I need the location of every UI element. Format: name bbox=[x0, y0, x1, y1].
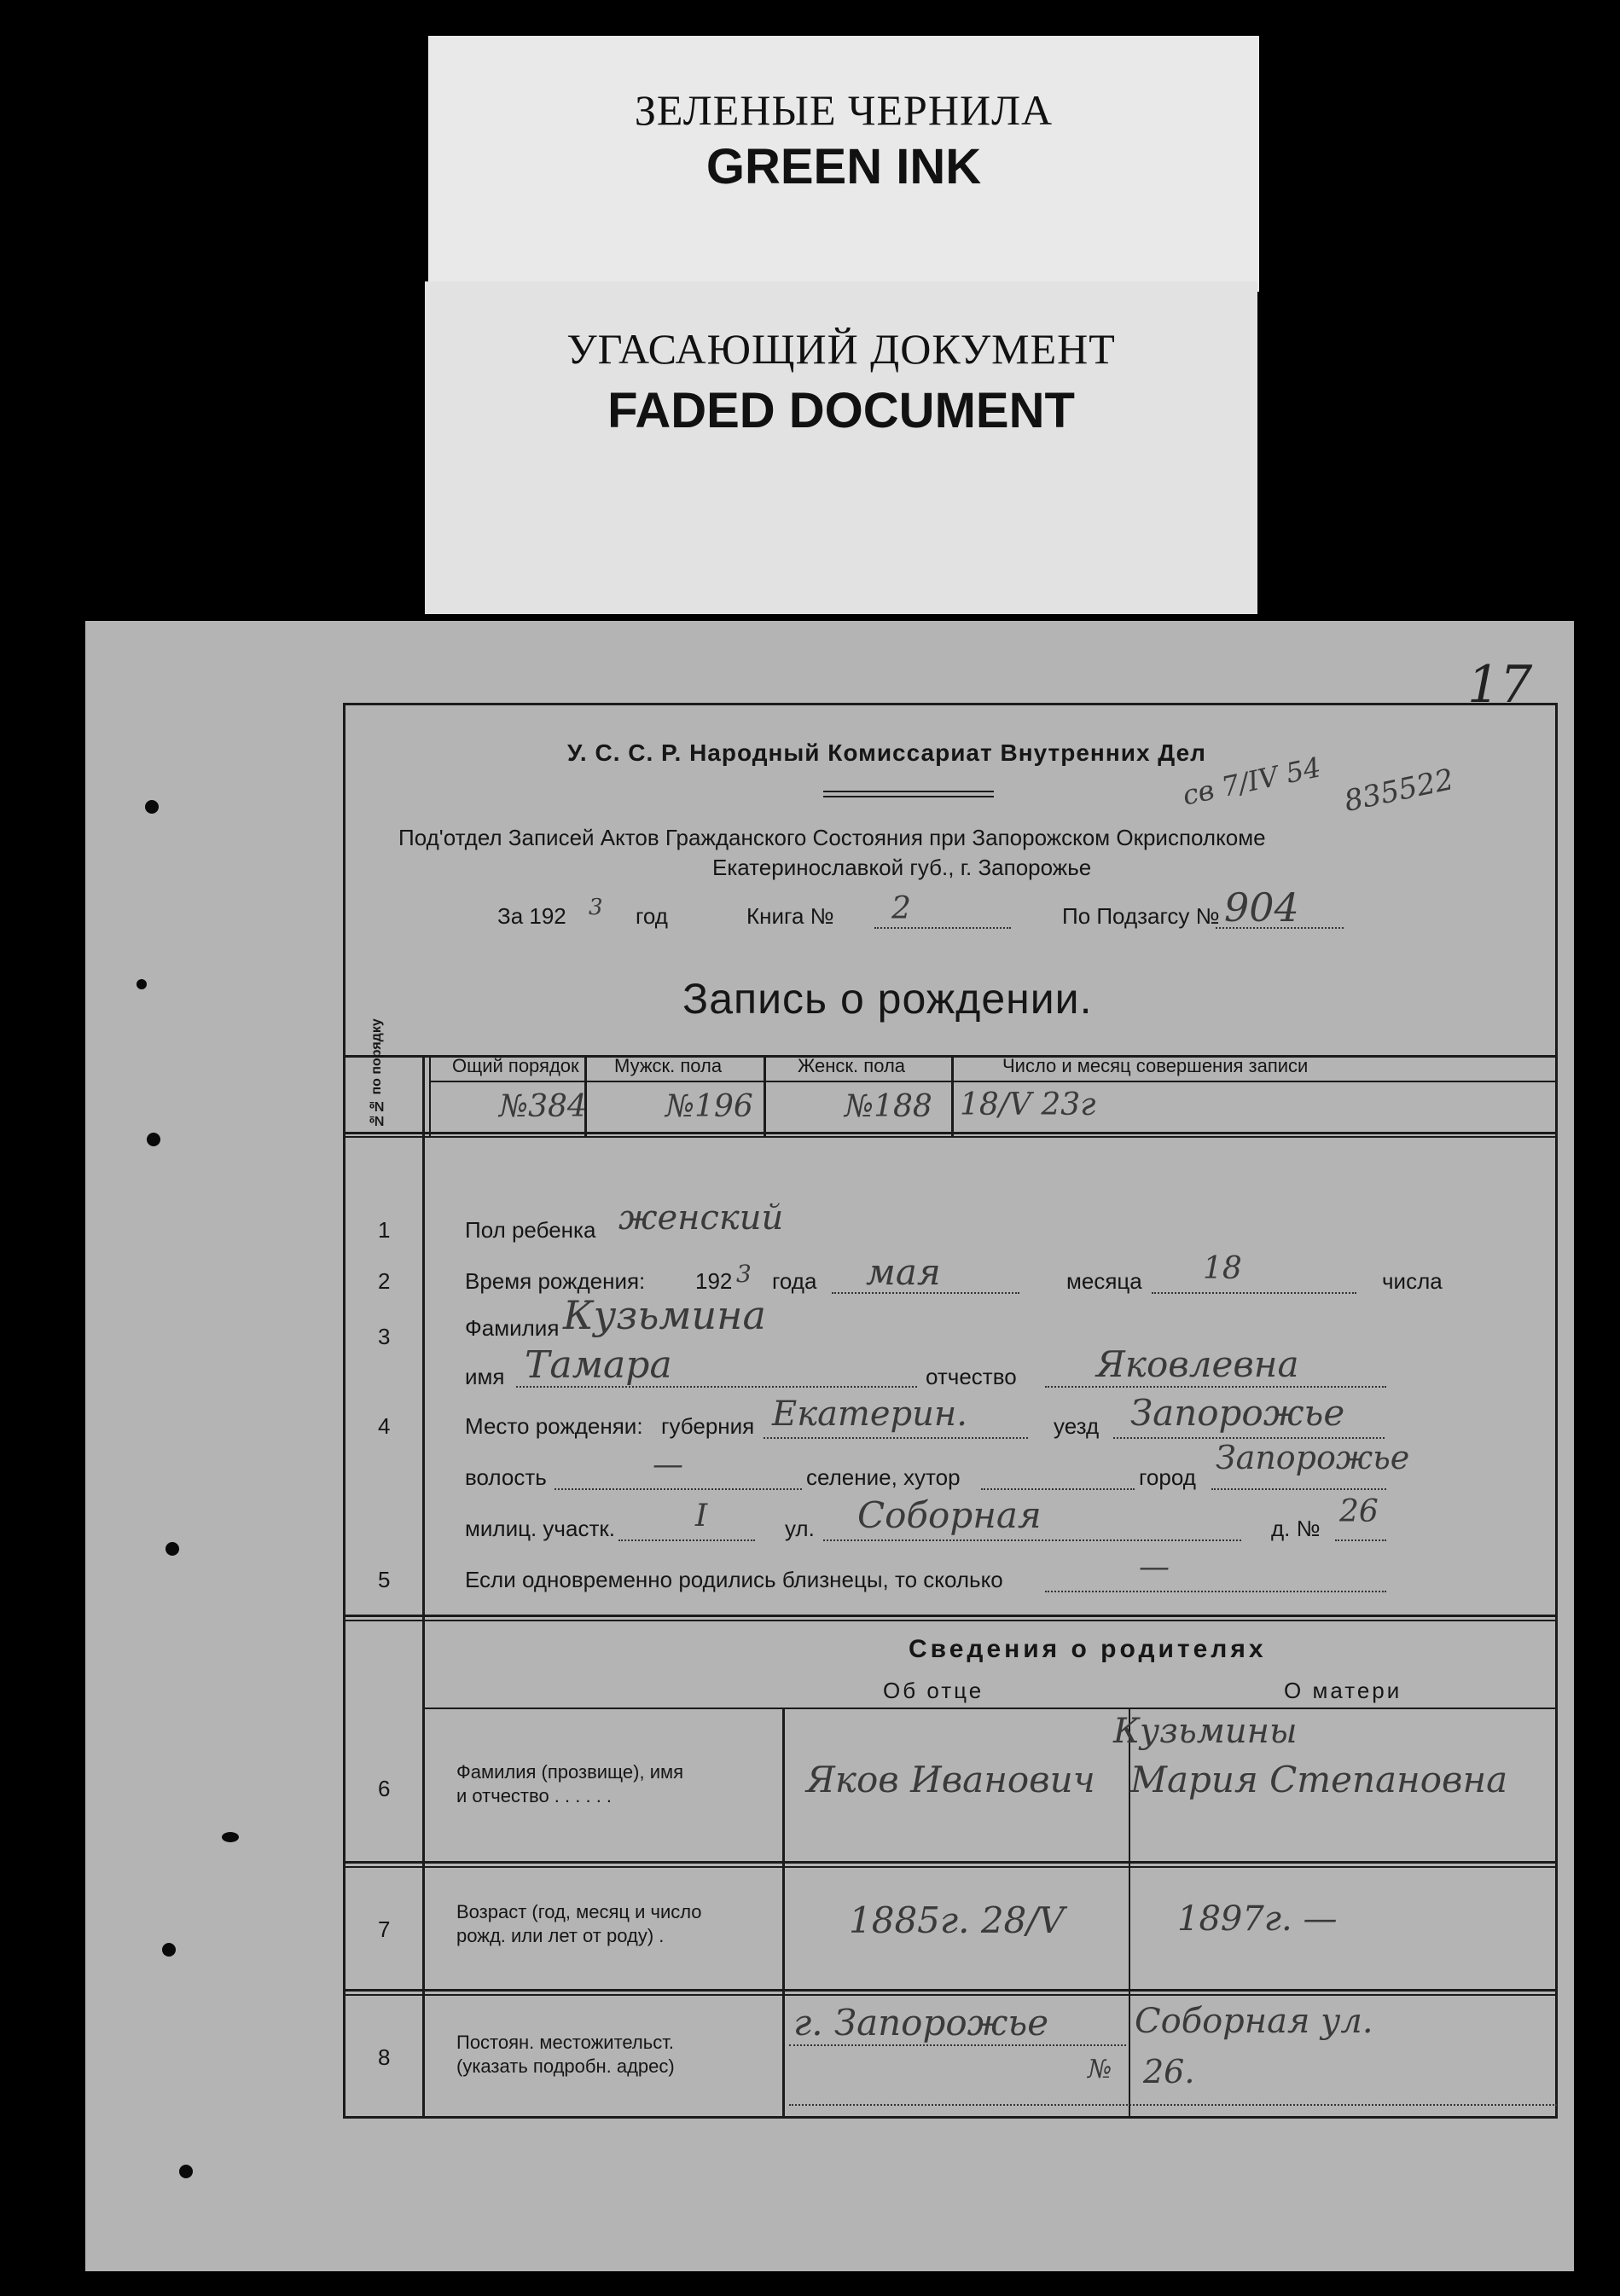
house-value: 26 bbox=[1339, 1494, 1379, 1529]
punch-hole bbox=[147, 1133, 160, 1146]
birth-record-page bbox=[85, 621, 1574, 2271]
year-value: 3 bbox=[589, 895, 603, 920]
header-rule bbox=[823, 796, 994, 797]
mother-address-house: 26. bbox=[1143, 2053, 1195, 2090]
general-order-header: Ощий порядок bbox=[452, 1055, 579, 1076]
police-district-value: I bbox=[695, 1499, 708, 1534]
location-line: Екатеринославкой губ., г. Запорожье bbox=[712, 855, 1092, 880]
birth-month: мая bbox=[866, 1251, 941, 1293]
punch-hole bbox=[136, 979, 147, 989]
address-bottom-line bbox=[789, 2104, 1557, 2106]
father-name: Яков Иванович bbox=[806, 1759, 1095, 1800]
row-rule bbox=[345, 1866, 1557, 1868]
row-rule bbox=[345, 1994, 1557, 1996]
parents-section-rule bbox=[345, 1620, 1557, 1621]
green-ink-label-en: GREEN INK bbox=[705, 139, 982, 194]
district-label: уезд bbox=[1054, 1413, 1100, 1439]
parent-name-label-1: Фамилия (прозвище), имя bbox=[456, 1761, 684, 1783]
village-line bbox=[981, 1488, 1135, 1490]
subdepartment-line: Под'отдел Записей Актов Гражданского Состояния при Запорожском Окрисполкоме bbox=[398, 825, 1266, 850]
male-number: №196 bbox=[665, 1089, 753, 1124]
birth-year-label: года bbox=[772, 1268, 817, 1294]
twins-line bbox=[1045, 1591, 1386, 1592]
number-column-header: №№ по порядку bbox=[369, 1018, 384, 1128]
punch-hole bbox=[222, 1832, 239, 1842]
child-sex-value: женский bbox=[618, 1198, 784, 1238]
birth-time-label: Время рождения: bbox=[465, 1268, 646, 1294]
street-label: ул. bbox=[785, 1516, 815, 1541]
mother-address: Соборная ул. bbox=[1135, 2002, 1373, 2041]
given-name-value: Тамара bbox=[525, 1343, 672, 1387]
parent-age-label-1: Возраст (год, месяц и число bbox=[456, 1901, 702, 1922]
row-number-8: 8 bbox=[378, 2044, 391, 2070]
twins-label: Если одновременно родились близнецы, то сколько bbox=[465, 1567, 1003, 1592]
surname-label: Фамилия bbox=[465, 1315, 560, 1341]
city-line bbox=[1211, 1488, 1386, 1490]
record-date-header: Число и месяц совершения записи bbox=[1002, 1055, 1309, 1076]
row-number-7: 7 bbox=[378, 1916, 391, 1942]
column-divider bbox=[951, 1055, 954, 1136]
patronymic-line bbox=[1045, 1386, 1386, 1388]
row-number-2: 2 bbox=[378, 1268, 391, 1294]
book-line bbox=[874, 927, 1011, 929]
surname-value: Кузьмина bbox=[563, 1292, 766, 1338]
mother-column-header: О матери bbox=[1284, 1678, 1402, 1703]
father-address: г. Запорожье bbox=[793, 2002, 1049, 2044]
village-label: селение, хутор bbox=[806, 1464, 961, 1490]
row-number-4: 4 bbox=[378, 1413, 391, 1439]
patronymic-value: Яковлевна bbox=[1096, 1343, 1299, 1385]
parent-address-label-2: (указать подробн. адрес) bbox=[456, 2055, 675, 2077]
faded-document-label-ru: УГАСАЮЩИЙ ДОКУМЕНТ bbox=[566, 325, 1116, 373]
mother-name: Мария Степановна bbox=[1130, 1759, 1508, 1800]
record-date: 18/V 23г bbox=[960, 1087, 1096, 1122]
birth-day-line bbox=[1152, 1292, 1356, 1294]
document-title: Запись о рождении. bbox=[682, 975, 1093, 1023]
police-district-label: милиц. участк. bbox=[465, 1516, 615, 1541]
page-number: 17 bbox=[1467, 655, 1533, 715]
police-district-line bbox=[618, 1539, 755, 1541]
house-label: д. № bbox=[1271, 1516, 1321, 1541]
volost-value: — bbox=[653, 1447, 683, 1482]
faded-document-label-card bbox=[425, 281, 1257, 614]
birth-record-form bbox=[343, 703, 1558, 2119]
female-header: Женск. пола bbox=[798, 1055, 906, 1076]
given-name-label: имя bbox=[465, 1364, 505, 1389]
mother-age: 1897г. — bbox=[1177, 1899, 1338, 1939]
punch-hole bbox=[179, 2165, 193, 2178]
subacct-value: 904 bbox=[1224, 884, 1299, 931]
birth-year-digit: 3 bbox=[736, 1260, 752, 1288]
parents-header-rule bbox=[422, 1708, 1557, 1709]
parents-section-title: Сведения о родителях bbox=[909, 1635, 1267, 1663]
street-line bbox=[823, 1539, 1241, 1541]
label-column-divider bbox=[782, 1708, 785, 2117]
punch-hole bbox=[165, 1542, 179, 1556]
city-value: Запорожье bbox=[1216, 1439, 1410, 1476]
row-rule bbox=[345, 1861, 1557, 1864]
birth-month-label: месяца bbox=[1066, 1268, 1142, 1294]
column-divider bbox=[764, 1055, 766, 1136]
volost-line bbox=[555, 1488, 802, 1490]
female-number: №188 bbox=[845, 1089, 932, 1124]
row-number-6: 6 bbox=[378, 1776, 391, 1801]
street-value: Соборная bbox=[857, 1494, 1042, 1536]
archive-number: 835522 bbox=[1341, 762, 1457, 820]
father-address-line bbox=[789, 2044, 1126, 2046]
birth-day-label: числа bbox=[1382, 1268, 1443, 1294]
handwritten-note: св 7/IV 54 bbox=[1179, 751, 1324, 812]
number-column-divider bbox=[422, 1055, 425, 2117]
parents-surname: Кузьмины bbox=[1113, 1712, 1298, 1751]
province-line bbox=[764, 1437, 1028, 1439]
birthplace-label: Место рожденяи: bbox=[465, 1413, 643, 1439]
general-order-number: №384 bbox=[499, 1089, 587, 1124]
father-column-header: Об отце bbox=[883, 1678, 984, 1703]
year-suffix: год bbox=[636, 903, 668, 929]
faded-document-label-en: FADED DOCUMENT bbox=[607, 383, 1075, 438]
green-ink-label-ru: ЗЕЛЕНЫЕ ЧЕРНИЛА bbox=[634, 86, 1054, 134]
child-sex-label: Пол ребенка bbox=[465, 1217, 596, 1243]
birth-year-prefix: 192 bbox=[695, 1268, 733, 1294]
district-value: Запорожье bbox=[1130, 1392, 1345, 1434]
header-ministry: У. С. С. Р. Народный Комиссариат Внутренних Дел bbox=[567, 739, 1206, 766]
row-rule bbox=[345, 1989, 1557, 1992]
city-label: город bbox=[1139, 1464, 1196, 1490]
patronymic-label: отчество bbox=[926, 1364, 1017, 1389]
parents-section-rule bbox=[345, 1615, 1557, 1617]
volost-label: волость bbox=[465, 1464, 547, 1490]
province-label: губерния bbox=[661, 1413, 755, 1439]
birth-day: 18 bbox=[1203, 1251, 1242, 1286]
parent-age-label-2: рожд. или лет от роду) . bbox=[456, 1925, 665, 1946]
column-caption-rule bbox=[429, 1081, 1557, 1082]
father-age: 1885г. 28/V bbox=[849, 1899, 1065, 1941]
year-label: За 192 bbox=[497, 903, 566, 929]
row-number-3: 3 bbox=[378, 1324, 391, 1349]
father-address-mark: № bbox=[1088, 2055, 1112, 2084]
house-line bbox=[1335, 1539, 1386, 1541]
parent-address-label-1: Постоян. местожительст. bbox=[456, 2032, 674, 2053]
book-value: 2 bbox=[891, 891, 911, 926]
row-number-5: 5 bbox=[378, 1567, 391, 1592]
column-header-bottom-rule bbox=[345, 1136, 1557, 1138]
punch-hole bbox=[162, 1943, 176, 1957]
punch-hole bbox=[145, 800, 159, 814]
subacct-label: По Подзагсу № bbox=[1062, 903, 1220, 929]
parent-name-label-2: и отчество . . . . . . bbox=[456, 1785, 613, 1806]
province-value: Екатерин. bbox=[772, 1394, 967, 1434]
row-number-1: 1 bbox=[378, 1217, 391, 1243]
twins-value: — bbox=[1139, 1550, 1170, 1585]
column-divider bbox=[429, 1055, 431, 1136]
book-label: Книга № bbox=[746, 903, 834, 929]
male-header: Мужск. пола bbox=[614, 1055, 723, 1076]
header-rule bbox=[823, 791, 994, 792]
green-ink-label-card bbox=[428, 36, 1259, 292]
